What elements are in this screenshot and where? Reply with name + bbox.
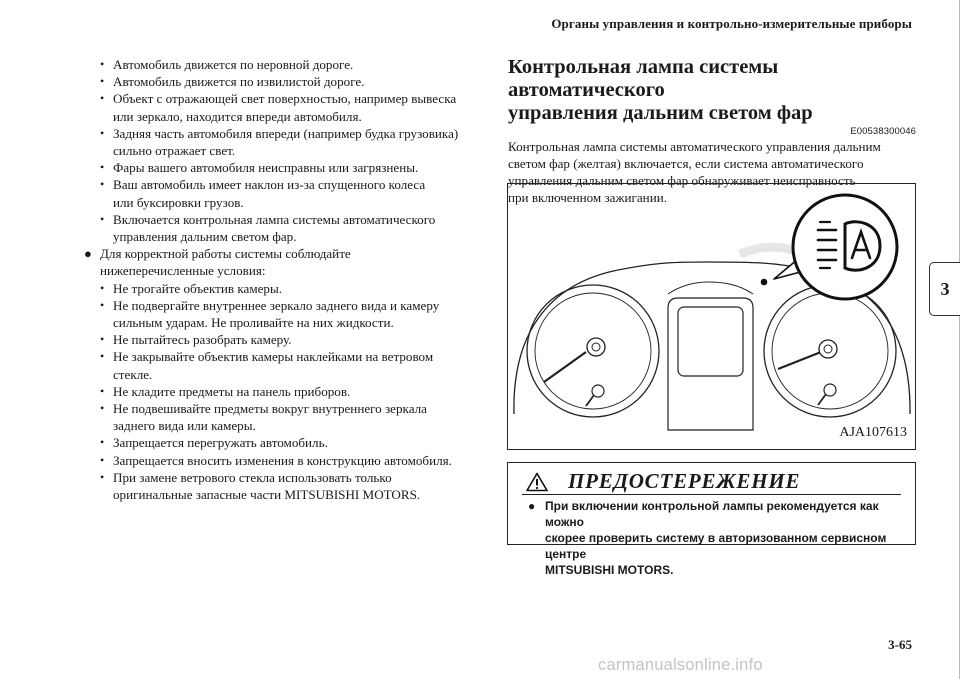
list-item bbox=[84, 297, 490, 331]
figure-label: AJA107613 bbox=[839, 425, 907, 440]
list-item bbox=[84, 434, 490, 451]
left-column bbox=[84, 56, 490, 503]
list-item bbox=[84, 56, 490, 73]
list-item-text: Не подвешивайте предметы вокруг внутреннего зеркала заднего вида или камеры. bbox=[113, 401, 427, 434]
list-item-text: Не пытайтесь разобрать камеру. bbox=[113, 332, 292, 348]
list-item-text: Не кладите предметы на панель приборов. bbox=[113, 383, 351, 399]
bullet-dot-icon: • bbox=[100, 177, 105, 192]
instrument-cluster-illustration bbox=[508, 184, 915, 449]
list-item bbox=[84, 125, 490, 159]
list-item-text: Включается контрольная лампа системы автоматического управления дальним светом фар. bbox=[113, 211, 436, 245]
bullet-dot-icon: • bbox=[100, 74, 105, 89]
bullet-dot-icon: • bbox=[100, 469, 105, 484]
list-item-text: Автомобиль движется по неровной дороге. bbox=[113, 57, 354, 72]
list-item bbox=[84, 469, 490, 503]
list-item bbox=[84, 348, 490, 382]
list-item bbox=[84, 211, 490, 245]
center-display bbox=[668, 298, 753, 430]
condition-list bbox=[84, 56, 490, 245]
bullet-circle-icon: ● bbox=[84, 246, 92, 262]
bullet-dot-icon: • bbox=[100, 435, 105, 450]
running-header: Органы управления и контрольно-измерительные приборы bbox=[551, 16, 912, 31]
list-item bbox=[84, 400, 490, 434]
bullet-dot-icon: • bbox=[100, 332, 105, 347]
list-item-text: Запрещается вносить изменения в конструкцию автомобиля. bbox=[113, 452, 452, 468]
main-point-text: Для корректной работы системы соблюдайте нижеперечисленные условия: bbox=[100, 246, 351, 279]
warning-text: ● При включении контрольной лампы рекомендуется как можно скорее проверить систему в авторизованном сервисном центре MITSUBISHI MOTORS. bbox=[528, 499, 887, 577]
list-item bbox=[84, 73, 490, 90]
bullet-dot-icon: • bbox=[100, 452, 105, 467]
warning-box bbox=[507, 462, 916, 577]
precaution-list bbox=[84, 280, 490, 504]
warning-divider bbox=[522, 494, 901, 495]
list-item-text: Не подвергайте внутреннее зеркало заднего вида и камеру сильным ударам. Не проливайте на них жидкости. bbox=[113, 297, 440, 331]
list-item bbox=[84, 331, 490, 348]
watermark[interactable]: carmanualsonline.info bbox=[598, 656, 763, 674]
list-item bbox=[84, 90, 490, 124]
warning-header bbox=[526, 469, 800, 494]
list-item-text: Объект с отражающей свет поверхностью, например вывеска или зеркало, находится впереди автомобиля. bbox=[113, 91, 457, 124]
indicator-lamp-dot bbox=[761, 279, 768, 286]
bullet-dot-icon: • bbox=[100, 91, 105, 106]
bullet-dot-icon: • bbox=[100, 401, 105, 416]
chapter-tab[interactable]: 3 bbox=[929, 262, 960, 316]
warning-triangle-icon bbox=[526, 472, 548, 492]
list-item-text: Фары вашего автомобиля неисправны или загрязнены. bbox=[113, 160, 419, 176]
list-item bbox=[84, 383, 490, 400]
bullet-dot-icon: • bbox=[100, 349, 105, 364]
section-paragraph: Контрольная лампа системы автоматического управления дальним светом фар (желтая) включается, если система автоматического управления дальним светом фар обнаруживает неисправность при включенном зажигании. bbox=[508, 139, 881, 205]
list-item bbox=[84, 452, 490, 469]
page-number: 3-65 bbox=[888, 637, 912, 652]
list-item-text: Не трогайте объектив камеры. bbox=[113, 280, 283, 296]
list-item bbox=[84, 280, 490, 297]
list-item-text: При замене ветрового стекла использовать только оригинальные запасные части MITSUBISHI MOTORS. bbox=[113, 469, 421, 503]
section-title: Контрольная лампа системы автоматического управления дальним светом фар bbox=[508, 56, 813, 124]
speedometer-gauge bbox=[527, 285, 659, 417]
bullet-dot-icon: • bbox=[100, 125, 105, 140]
bullet-circle-icon: ● bbox=[528, 499, 536, 513]
bullet-dot-icon: • bbox=[100, 160, 105, 175]
list-item-text: Автомобиль движется по извилистой дороге. bbox=[113, 74, 365, 90]
bullet-dot-icon: • bbox=[100, 383, 105, 398]
list-item-text: Ваш автомобиль имеет наклон из-за спущенного колеса или буксировки грузов. bbox=[113, 177, 426, 210]
instrument-cluster-figure bbox=[507, 183, 916, 450]
list-item-text: Не закрывайте объектив камеры наклейками на ветровом стекле. bbox=[113, 349, 434, 382]
list-item-text: Задняя часть автомобиля впереди (например будка грузовика) сильно отражает свет. bbox=[113, 125, 459, 159]
list-item bbox=[84, 176, 490, 210]
list-item bbox=[84, 159, 490, 176]
bullet-dot-icon: • bbox=[100, 297, 105, 312]
main-point bbox=[84, 245, 490, 279]
warning-title: ПРЕДОСТЕРЕЖЕНИЕ bbox=[568, 469, 801, 493]
list-item-text: Запрещается перегружать автомобиль. bbox=[113, 435, 328, 451]
bullet-dot-icon: • bbox=[100, 280, 105, 295]
section-code: E00538300046 bbox=[850, 126, 916, 137]
bullet-dot-icon: • bbox=[100, 211, 105, 226]
bullet-dot-icon: • bbox=[100, 57, 105, 71]
